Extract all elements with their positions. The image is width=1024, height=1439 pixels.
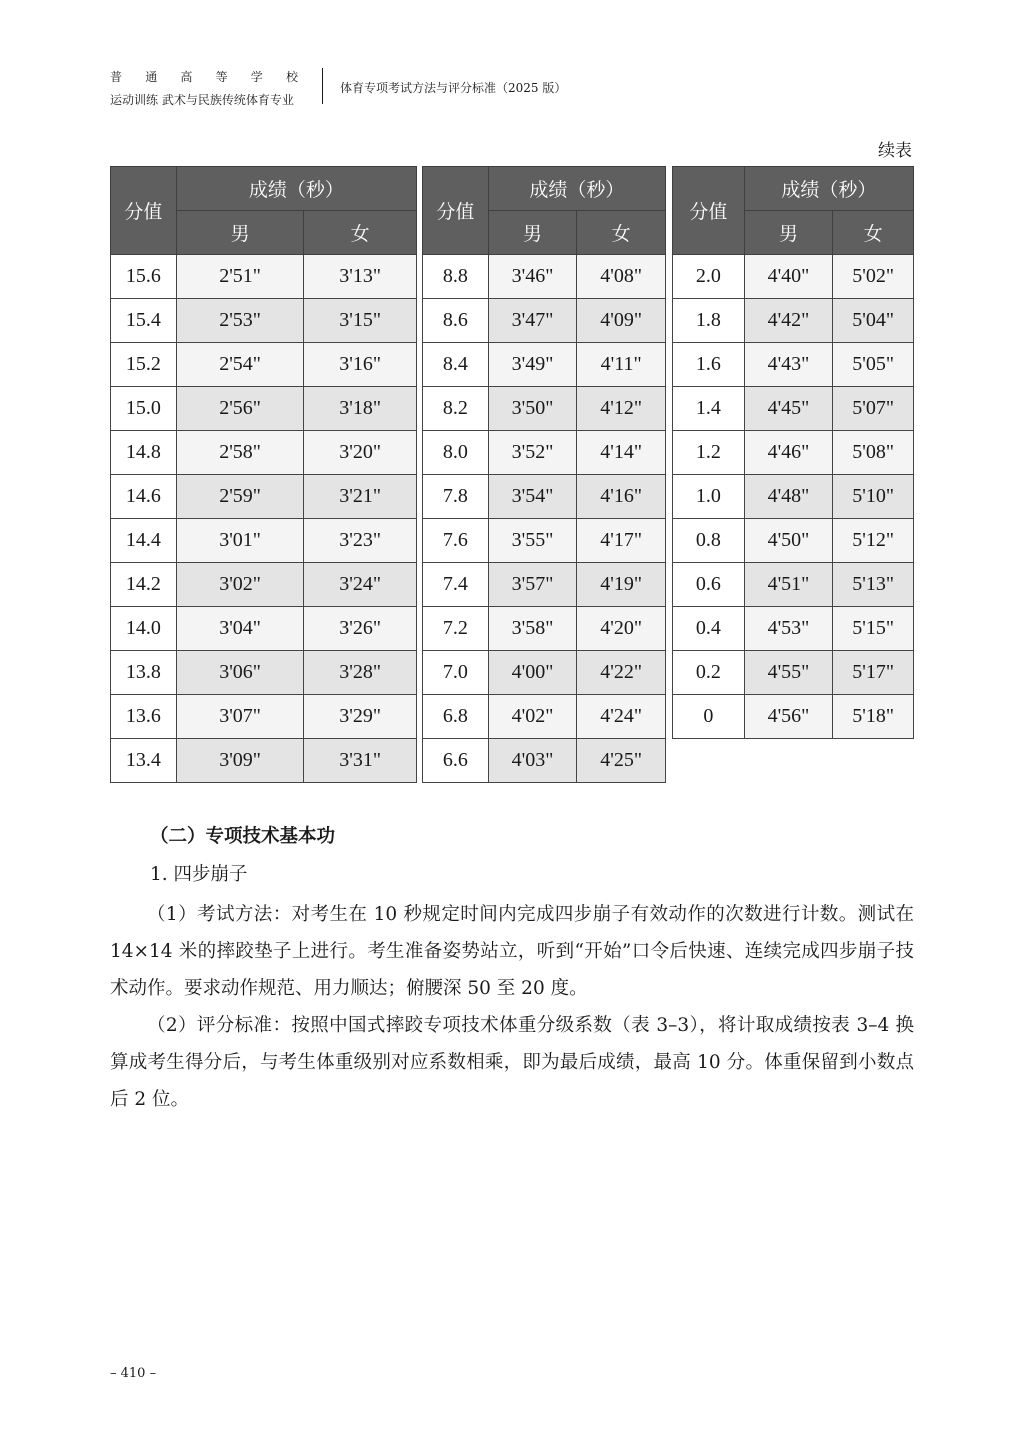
table-row [423,519,666,563]
table-row [673,519,914,563]
score-cell: 14.0 [111,607,177,651]
male-time-cell: 4'43" [744,343,833,387]
score-cell: 0 [673,695,745,739]
school-char: 等 [215,70,228,84]
running-header-left [110,68,310,108]
male-time-cell: 3'07" [176,695,304,739]
male-time-cell: 2'51" [176,255,304,299]
score-cell: 0.2 [673,651,745,695]
table-row [111,607,417,651]
female-time-cell: 5'04" [833,299,914,343]
paragraph-scoring-standard: （2）评分标准：按照中国式摔跤专项技术体重分级系数（表 3–3），将计取成绩按表 3–4 换算成考生得分后，与考生体重级别对应系数相乘，即为最后成绩，最高 10 分。体重保留到小数点后 2 位。 [110,1015,914,1110]
female-time-cell: 4'19" [577,563,666,607]
male-time-cell: 3'58" [488,607,577,651]
result-header: 成绩（秒） [176,167,416,211]
table-row [111,255,417,299]
table-row [111,475,417,519]
school-char: 学 [250,70,263,84]
table-row [423,431,666,475]
item-heading: 1. 四步崩子 [150,864,248,885]
female-time-cell: 5'15" [833,607,914,651]
male-time-cell: 4'56" [744,695,833,739]
female-time-cell: 5'02" [833,255,914,299]
continued-label: 续表 [878,141,912,161]
female-time-cell: 4'25" [577,739,666,783]
female-time-cell: 4'11" [577,343,666,387]
male-header: 男 [176,211,304,255]
female-time-cell: 4'09" [577,299,666,343]
score-cell: 7.4 [423,563,489,607]
table-row [673,255,914,299]
female-time-cell: 3'16" [304,343,417,387]
score-cell: 1.4 [673,387,745,431]
male-time-cell: 2'54" [176,343,304,387]
score-cell: 15.6 [111,255,177,299]
score-header: 分值 [111,167,177,255]
female-header: 女 [833,211,914,255]
female-time-cell: 3'15" [304,299,417,343]
table-row [673,475,914,519]
male-time-cell: 4'03" [488,739,577,783]
score-cell: 14.2 [111,563,177,607]
male-time-cell: 3'49" [488,343,577,387]
table-row [111,343,417,387]
female-time-cell: 5'17" [833,651,914,695]
male-time-cell: 4'46" [744,431,833,475]
female-time-cell: 3'13" [304,255,417,299]
female-time-cell: 4'16" [577,475,666,519]
male-time-cell: 4'51" [744,563,833,607]
male-time-cell: 4'55" [744,651,833,695]
table-row [111,695,417,739]
page-number: – 410 – [110,1366,157,1381]
male-time-cell: 2'56" [176,387,304,431]
table-row [423,387,666,431]
score-cell: 1.6 [673,343,745,387]
male-time-cell: 3'54" [488,475,577,519]
male-time-cell: 3'57" [488,563,577,607]
score-cell: 7.6 [423,519,489,563]
score-cell: 13.6 [111,695,177,739]
male-time-cell: 3'47" [488,299,577,343]
score-cell: 8.4 [423,343,489,387]
male-time-cell: 3'55" [488,519,577,563]
female-time-cell: 5'07" [833,387,914,431]
score-cell: 13.4 [111,739,177,783]
female-time-cell: 5'05" [833,343,914,387]
table-row [111,519,417,563]
score-cell: 1.0 [673,475,745,519]
score-cell: 1.2 [673,431,745,475]
female-time-cell: 5'13" [833,563,914,607]
score-cell: 14.8 [111,431,177,475]
male-time-cell: 4'02" [488,695,577,739]
school-char: 校 [285,70,298,84]
table-row [111,387,417,431]
school-char: 通 [145,70,158,84]
male-time-cell: 2'59" [176,475,304,519]
female-time-cell: 4'17" [577,519,666,563]
table-row [111,299,417,343]
table-row [423,475,666,519]
male-time-cell: 4'53" [744,607,833,651]
major-subtitle: 运动训练 武术与民族传统体育专业 [110,93,294,107]
female-time-cell: 4'08" [577,255,666,299]
score-cell: 2.0 [673,255,745,299]
table-row [423,299,666,343]
male-time-cell: 4'42" [744,299,833,343]
score-cell: 0.4 [673,607,745,651]
male-time-cell: 2'53" [176,299,304,343]
male-time-cell: 3'02" [176,563,304,607]
female-time-cell: 3'21" [304,475,417,519]
score-cell: 15.2 [111,343,177,387]
male-time-cell: 4'50" [744,519,833,563]
male-time-cell: 3'09" [176,739,304,783]
female-time-cell: 4'14" [577,431,666,475]
score-cell: 1.8 [673,299,745,343]
score-cell: 8.0 [423,431,489,475]
table-row [423,651,666,695]
female-time-cell: 3'28" [304,651,417,695]
female-time-cell: 5'10" [833,475,914,519]
female-time-cell: 4'20" [577,607,666,651]
table-row [673,343,914,387]
score-cell: 7.0 [423,651,489,695]
score-table-3 [672,166,914,739]
female-time-cell: 3'24" [304,563,417,607]
school-name [110,68,298,85]
female-time-cell: 5'08" [833,431,914,475]
male-time-cell: 3'01" [176,519,304,563]
female-time-cell: 3'26" [304,607,417,651]
school-char: 普 [110,70,123,84]
male-time-cell: 3'06" [176,651,304,695]
female-time-cell: 3'23" [304,519,417,563]
male-time-cell: 3'52" [488,431,577,475]
male-time-cell: 3'46" [488,255,577,299]
table-row [423,563,666,607]
male-time-cell: 3'04" [176,607,304,651]
male-time-cell: 4'40" [744,255,833,299]
table-row [673,431,914,475]
header-divider [322,68,323,104]
male-time-cell: 3'50" [488,387,577,431]
table-row [423,343,666,387]
table-row [673,387,914,431]
body-paragraphs [110,896,914,1118]
score-cell: 6.8 [423,695,489,739]
score-cell: 0.6 [673,563,745,607]
female-time-cell: 5'18" [833,695,914,739]
score-table-2 [422,166,666,783]
female-time-cell: 3'31" [304,739,417,783]
male-time-cell: 4'00" [488,651,577,695]
male-time-cell: 4'48" [744,475,833,519]
male-time-cell: 2'58" [176,431,304,475]
female-time-cell: 3'18" [304,387,417,431]
table-row [423,255,666,299]
table-row [423,607,666,651]
score-cell: 14.4 [111,519,177,563]
female-time-cell: 3'29" [304,695,417,739]
section-heading: （二）专项技术基本功 [150,826,336,847]
female-time-cell: 3'20" [304,431,417,475]
score-table-1 [110,166,417,783]
table-row [423,739,666,783]
result-header: 成绩（秒） [744,167,913,211]
table-row [673,607,914,651]
score-header: 分值 [673,167,745,255]
score-cell: 8.2 [423,387,489,431]
table-row [111,739,417,783]
score-header: 分值 [423,167,489,255]
result-header: 成绩（秒） [488,167,665,211]
score-cell: 7.2 [423,607,489,651]
score-cell: 7.8 [423,475,489,519]
score-cell: 6.6 [423,739,489,783]
table-row [673,695,914,739]
female-header: 女 [304,211,417,255]
score-cell: 13.8 [111,651,177,695]
table-row [673,563,914,607]
school-char: 高 [180,70,193,84]
table-row [673,651,914,695]
male-header: 男 [488,211,577,255]
book-title: 体育专项考试方法与评分标准（2025 版） [340,81,567,95]
male-header: 男 [744,211,833,255]
male-time-cell: 4'45" [744,387,833,431]
score-cell: 8.8 [423,255,489,299]
score-cell: 8.6 [423,299,489,343]
female-time-cell: 4'24" [577,695,666,739]
female-time-cell: 4'12" [577,387,666,431]
paragraph-test-method: （1）考试方法：对考生在 10 秒规定时间内完成四步崩子有效动作的次数进行计数。测试在 14×14 米的摔跤垫子上进行。考生准备姿势站立，听到“开始”口令后快速、连续完成四步崩子技术动作。要求动作规范、用力顺达；俯腰深 50 至 20 度。 [110,904,914,999]
table-row [111,563,417,607]
score-cell: 15.4 [111,299,177,343]
score-cell: 0.8 [673,519,745,563]
score-cell: 14.6 [111,475,177,519]
female-time-cell: 4'22" [577,651,666,695]
table-row [673,299,914,343]
table-row [111,651,417,695]
female-time-cell: 5'12" [833,519,914,563]
female-header: 女 [577,211,666,255]
table-row [111,431,417,475]
score-cell: 15.0 [111,387,177,431]
table-row [423,695,666,739]
